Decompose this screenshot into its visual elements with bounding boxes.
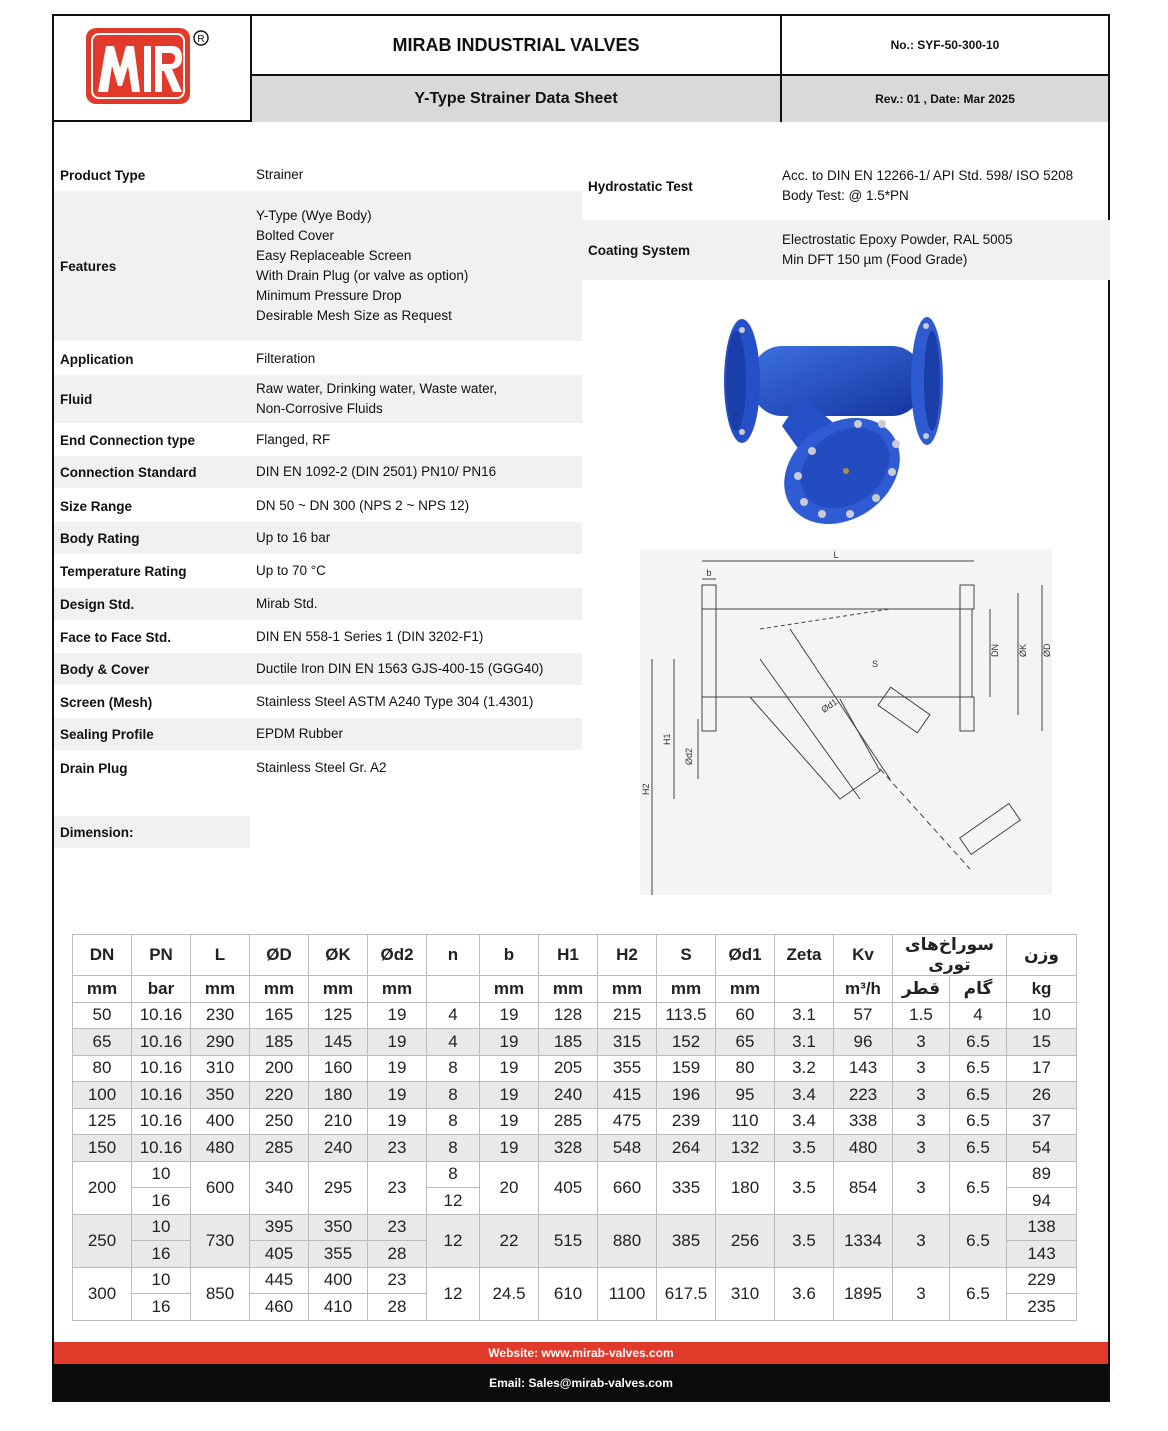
table-cell: 20 xyxy=(480,1161,539,1214)
table-cell: 410 xyxy=(309,1294,368,1321)
table-cell: 240 xyxy=(539,1082,598,1109)
table-cell: 10.16 xyxy=(132,1082,191,1109)
unit-row xyxy=(73,976,1077,1003)
table-cell: 660 xyxy=(598,1161,657,1214)
spec-key: Coating System xyxy=(588,242,691,258)
table-cell: 6.5 xyxy=(950,1135,1007,1162)
table-cell: 460 xyxy=(250,1294,309,1321)
col-dn: DN xyxy=(73,935,132,976)
table-cell: 19 xyxy=(480,1135,539,1162)
feature-line: With Drain Plug (or valve as option) xyxy=(256,268,469,283)
table-cell: 19 xyxy=(480,1055,539,1082)
spec-key: Application xyxy=(60,351,134,367)
table-cell: 730 xyxy=(191,1214,250,1267)
table-cell: 10.16 xyxy=(132,1029,191,1056)
table-cell: 54 xyxy=(1007,1135,1077,1162)
table-cell: 250 xyxy=(73,1214,132,1267)
table-cell: 19 xyxy=(480,1002,539,1029)
spec-value: DIN EN 1092-2 (DIN 2501) PN10/ PN16 xyxy=(256,464,497,479)
table-cell: 180 xyxy=(716,1161,775,1214)
col-zeta: Zeta xyxy=(775,935,834,976)
spec-screen-mesh xyxy=(54,686,582,718)
table-cell: 240 xyxy=(309,1135,368,1162)
table-row xyxy=(73,1082,1077,1109)
spec-value: DN 50 ~ DN 300 (NPS 2 ~ NPS 12) xyxy=(256,498,470,513)
table-cell: 132 xyxy=(716,1135,775,1162)
table-cell: 215 xyxy=(598,1002,657,1029)
spec-coating-system xyxy=(582,220,1110,280)
table-cell: 250 xyxy=(250,1108,309,1135)
table-cell: 285 xyxy=(250,1135,309,1162)
table-cell: 335 xyxy=(657,1161,716,1214)
table-cell: 37 xyxy=(1007,1108,1077,1135)
table-cell: 10 xyxy=(132,1267,191,1294)
unit-cell: mm xyxy=(539,976,598,1003)
table-cell: 15 xyxy=(1007,1029,1077,1056)
col-weight: وزن xyxy=(1007,935,1077,976)
table-cell: 405 xyxy=(539,1161,598,1214)
table-cell: 23 xyxy=(368,1135,427,1162)
table-cell: 19 xyxy=(368,1029,427,1056)
table-cell: 3 xyxy=(893,1082,950,1109)
table-cell: 3 xyxy=(893,1029,950,1056)
table-cell: 50 xyxy=(73,1002,132,1029)
table-cell: 19 xyxy=(368,1055,427,1082)
spec-value: DIN EN 558-1 Series 1 (DIN 3202-F1) xyxy=(256,629,484,644)
label-K: ØK xyxy=(1018,643,1028,657)
label-D: ØD xyxy=(1042,643,1052,657)
spec-end-connection xyxy=(54,424,582,456)
table-cell: 10 xyxy=(132,1161,191,1188)
table-row xyxy=(73,1214,1077,1241)
table-cell: 229 xyxy=(1007,1267,1077,1294)
feature-line: Minimum Pressure Drop xyxy=(256,288,402,303)
col-s: S xyxy=(657,935,716,976)
table-cell: 125 xyxy=(73,1108,132,1135)
spec-key: Body & Cover xyxy=(60,661,150,677)
table-cell: 205 xyxy=(539,1055,598,1082)
table-cell: 3.4 xyxy=(775,1082,834,1109)
strainer-photo xyxy=(712,306,962,526)
table-cell: 256 xyxy=(716,1214,775,1267)
spec-key: Product Type xyxy=(60,167,146,183)
col-mesh-holes: سوراخ‌های توری xyxy=(893,935,1007,976)
spec-value: EPDM Rubber xyxy=(256,726,344,741)
fluid-line: Raw water, Drinking water, Waste water, xyxy=(256,381,498,396)
spec-key: Connection Standard xyxy=(60,464,197,480)
table-cell: 264 xyxy=(657,1135,716,1162)
table-cell: 113.5 xyxy=(657,1002,716,1029)
table-cell: 160 xyxy=(309,1055,368,1082)
table-cell: 6.5 xyxy=(950,1161,1007,1214)
footer-website[interactable]: Website: www.mirab-valves.com xyxy=(54,1342,1108,1364)
table-cell: 210 xyxy=(309,1108,368,1135)
table-cell: 3.1 xyxy=(775,1029,834,1056)
table-cell: 223 xyxy=(834,1082,893,1109)
table-cell: 10.16 xyxy=(132,1055,191,1082)
table-cell: 6.5 xyxy=(950,1029,1007,1056)
table-cell: 23 xyxy=(368,1214,427,1241)
table-cell: 6.5 xyxy=(950,1108,1007,1135)
table-cell: 3.2 xyxy=(775,1055,834,1082)
col-k: ØK xyxy=(309,935,368,976)
table-cell: 3 xyxy=(893,1161,950,1214)
table-cell: 3.5 xyxy=(775,1135,834,1162)
spec-value xyxy=(778,230,1110,270)
unit-cell: mm xyxy=(657,976,716,1003)
spec-key: Temperature Rating xyxy=(60,563,187,579)
unit-cell: bar xyxy=(132,976,191,1003)
table-cell: 10 xyxy=(132,1214,191,1241)
table-cell: 145 xyxy=(309,1029,368,1056)
table-cell: 26 xyxy=(1007,1082,1077,1109)
table-cell: 12 xyxy=(427,1267,480,1320)
spec-application xyxy=(54,343,582,375)
table-row xyxy=(73,1161,1077,1188)
table-cell: 548 xyxy=(598,1135,657,1162)
table-cell: 12 xyxy=(427,1188,480,1215)
spec-body-cover xyxy=(54,653,582,685)
table-cell: 3.6 xyxy=(775,1267,834,1320)
table-cell: 400 xyxy=(309,1267,368,1294)
spec-key: End Connection type xyxy=(60,432,195,448)
spec-key: Screen (Mesh) xyxy=(60,694,153,710)
label-L: L xyxy=(833,550,839,560)
table-cell: 19 xyxy=(480,1082,539,1109)
table-cell: 600 xyxy=(191,1161,250,1214)
table-cell: 3.4 xyxy=(775,1108,834,1135)
table-cell: 6.5 xyxy=(950,1267,1007,1320)
svg-text:R: R xyxy=(197,34,205,45)
table-cell: 6.5 xyxy=(950,1214,1007,1267)
table-cell: 196 xyxy=(657,1082,716,1109)
table-cell: 239 xyxy=(657,1108,716,1135)
fluid-line: Non-Corrosive Fluids xyxy=(256,401,383,416)
table-row xyxy=(73,1055,1077,1082)
spec-temperature-rating xyxy=(54,555,582,587)
table-body xyxy=(73,1002,1077,1320)
table-cell: 350 xyxy=(191,1082,250,1109)
table-cell: 230 xyxy=(191,1002,250,1029)
table-cell: 3.5 xyxy=(775,1214,834,1267)
table-cell: 290 xyxy=(191,1029,250,1056)
spec-key: Size Range xyxy=(60,498,133,514)
table-cell: 8 xyxy=(427,1135,480,1162)
table-cell: 128 xyxy=(539,1002,598,1029)
table-cell: 295 xyxy=(309,1161,368,1214)
table-cell: 57 xyxy=(834,1002,893,1029)
table-row xyxy=(73,1002,1077,1029)
table-cell: 3 xyxy=(893,1135,950,1162)
table-cell: 3 xyxy=(893,1214,950,1267)
spec-key: Body Rating xyxy=(60,530,140,546)
table-cell: 340 xyxy=(250,1161,309,1214)
table-cell: 3 xyxy=(893,1055,950,1082)
mirab-logo xyxy=(54,16,252,122)
table-cell: 16 xyxy=(132,1188,191,1215)
unit-cell: گام xyxy=(950,976,1007,1003)
table-cell: 65 xyxy=(716,1029,775,1056)
table-cell: 1895 xyxy=(834,1267,893,1320)
table-cell: 445 xyxy=(250,1267,309,1294)
col-h1: H1 xyxy=(539,935,598,976)
spec-body-rating xyxy=(54,522,582,554)
unit-cell: mm xyxy=(716,976,775,1003)
table-cell: 310 xyxy=(716,1267,775,1320)
header xyxy=(54,16,1108,122)
spec-key: Features xyxy=(60,258,117,274)
document-number: No.: SYF-50-300-10 xyxy=(782,16,1108,76)
spec-key: Drain Plug xyxy=(60,760,128,776)
table-cell: 480 xyxy=(191,1135,250,1162)
spec-fluid xyxy=(54,375,582,423)
table-cell: 80 xyxy=(73,1055,132,1082)
table-cell: 6.5 xyxy=(950,1055,1007,1082)
spec-size-range xyxy=(54,490,582,522)
table-cell: 200 xyxy=(250,1055,309,1082)
spec-key: Design Std. xyxy=(60,596,135,612)
col-pn: PN xyxy=(132,935,191,976)
table-cell: 89 xyxy=(1007,1161,1077,1188)
unit-cell: mm xyxy=(368,976,427,1003)
table-cell: 10.16 xyxy=(132,1108,191,1135)
spec-key: Hydrostatic Test xyxy=(588,178,693,194)
table-cell: 315 xyxy=(598,1029,657,1056)
table-cell: 22 xyxy=(480,1214,539,1267)
table-cell: 152 xyxy=(657,1029,716,1056)
table-row xyxy=(73,1135,1077,1162)
table-cell: 415 xyxy=(598,1082,657,1109)
table-cell: 185 xyxy=(250,1029,309,1056)
col-n: n xyxy=(427,935,480,976)
label-d2: Ød2 xyxy=(684,747,694,765)
spec-design-std xyxy=(54,588,582,620)
spec-value: Stainless Steel ASTM A240 Type 304 (1.4301) xyxy=(256,694,534,709)
table-cell: 96 xyxy=(834,1029,893,1056)
table-cell: 338 xyxy=(834,1108,893,1135)
table-cell: 16 xyxy=(132,1294,191,1321)
table-cell: 854 xyxy=(834,1161,893,1214)
table-cell: 300 xyxy=(73,1267,132,1320)
data-sheet xyxy=(52,14,1110,1402)
table-cell: 125 xyxy=(309,1002,368,1029)
table-cell: 165 xyxy=(250,1002,309,1029)
unit-cell: mm xyxy=(309,976,368,1003)
table-cell: 6.5 xyxy=(950,1082,1007,1109)
table-cell: 850 xyxy=(191,1267,250,1320)
table-cell: 3 xyxy=(893,1267,950,1320)
hydro-line: Acc. to DIN EN 12266-1/ API Std. 598/ ISO 5208 xyxy=(782,168,1074,183)
table-cell: 1.5 xyxy=(893,1002,950,1029)
spec-sealing-profile xyxy=(54,718,582,750)
table-cell: 110 xyxy=(716,1108,775,1135)
table-cell: 1334 xyxy=(834,1214,893,1267)
table-cell: 80 xyxy=(716,1055,775,1082)
document-title: Y-Type Strainer Data Sheet xyxy=(252,76,782,122)
table-row xyxy=(73,1267,1077,1294)
table-cell: 23 xyxy=(368,1267,427,1294)
table-cell: 395 xyxy=(250,1214,309,1241)
label-H1: H1 xyxy=(662,733,672,745)
unit-cell: m³/h xyxy=(834,976,893,1003)
table-cell: 19 xyxy=(480,1029,539,1056)
spec-value: Up to 16 bar xyxy=(256,530,331,545)
label-DN: DN xyxy=(990,644,1000,657)
table-cell: 480 xyxy=(834,1135,893,1162)
table-cell: 60 xyxy=(716,1002,775,1029)
unit-cell: mm xyxy=(191,976,250,1003)
table-cell: 285 xyxy=(539,1108,598,1135)
table-cell: 3.1 xyxy=(775,1002,834,1029)
table-cell: 475 xyxy=(598,1108,657,1135)
spec-value: Filteration xyxy=(256,351,316,366)
col-l: L xyxy=(191,935,250,976)
table-cell: 400 xyxy=(191,1108,250,1135)
table-cell: 28 xyxy=(368,1241,427,1268)
table-cell: 515 xyxy=(539,1214,598,1267)
table-cell: 355 xyxy=(598,1055,657,1082)
table-cell: 95 xyxy=(716,1082,775,1109)
spec-drain-plug xyxy=(54,752,582,784)
table-cell: 4 xyxy=(950,1002,1007,1029)
col-b: b xyxy=(480,935,539,976)
spec-key: Face to Face Std. xyxy=(60,629,172,645)
company-name: MIRAB INDUSTRIAL VALVES xyxy=(252,16,782,76)
table-cell: 143 xyxy=(1007,1241,1077,1268)
table-cell: 28 xyxy=(368,1294,427,1321)
unit-cell xyxy=(427,976,480,1003)
feature-line: Bolted Cover xyxy=(256,228,335,243)
spec-product-type xyxy=(54,159,582,191)
footer-email[interactable]: Email: Sales@mirab-valves.com xyxy=(54,1364,1108,1402)
spec-value xyxy=(250,379,582,419)
spec-hydrostatic-test xyxy=(582,152,1110,220)
table-cell: 150 xyxy=(73,1135,132,1162)
table-cell: 24.5 xyxy=(480,1267,539,1320)
dimension-label: Dimension: xyxy=(54,816,250,848)
table-cell: 4 xyxy=(427,1002,480,1029)
spec-value: Mirab Std. xyxy=(256,596,318,611)
table-row xyxy=(73,1108,1077,1135)
table-cell: 8 xyxy=(427,1082,480,1109)
label-b: b xyxy=(706,568,712,578)
table-cell: 16 xyxy=(132,1241,191,1268)
unit-cell: mm xyxy=(73,976,132,1003)
table-cell: 159 xyxy=(657,1055,716,1082)
dimension-drawing xyxy=(640,549,1052,895)
table-cell: 200 xyxy=(73,1161,132,1214)
table-cell: 880 xyxy=(598,1214,657,1267)
unit-cell: قطر xyxy=(893,976,950,1003)
table-cell: 610 xyxy=(539,1267,598,1320)
table-cell: 100 xyxy=(73,1082,132,1109)
label-H2: H2 xyxy=(641,783,651,795)
table-cell: 1100 xyxy=(598,1267,657,1320)
table-cell: 10.16 xyxy=(132,1135,191,1162)
table-cell: 3.5 xyxy=(775,1161,834,1214)
feature-line: Desirable Mesh Size as Request xyxy=(256,308,452,323)
coating-line: Min DFT 150 µm (Food Grade) xyxy=(782,252,968,267)
logo-cell xyxy=(54,16,252,122)
table-cell: 19 xyxy=(480,1108,539,1135)
feature-line: Y-Type (Wye Body) xyxy=(256,208,372,223)
spec-value xyxy=(778,166,1110,206)
table-cell: 310 xyxy=(191,1055,250,1082)
spec-features xyxy=(54,191,582,341)
coating-line: Electrostatic Epoxy Powder, RAL 5005 xyxy=(782,232,1013,247)
label-d1: Ød1 xyxy=(819,696,840,715)
col-d1: Ød1 xyxy=(716,935,775,976)
table-cell: 10.16 xyxy=(132,1002,191,1029)
table-cell: 8 xyxy=(427,1108,480,1135)
table-row xyxy=(73,1029,1077,1056)
spec-value: Stainless Steel Gr. A2 xyxy=(256,760,387,775)
unit-cell: kg xyxy=(1007,976,1077,1003)
unit-cell xyxy=(775,976,834,1003)
table-cell: 10 xyxy=(1007,1002,1077,1029)
revision-date: Rev.: 01 , Date: Mar 2025 xyxy=(782,76,1108,122)
table-cell: 19 xyxy=(368,1082,427,1109)
spec-value: Strainer xyxy=(256,167,304,182)
table-cell: 355 xyxy=(309,1241,368,1268)
table-cell: 19 xyxy=(368,1108,427,1135)
table-cell: 143 xyxy=(834,1055,893,1082)
table-cell: 185 xyxy=(539,1029,598,1056)
table-cell: 138 xyxy=(1007,1214,1077,1241)
table-cell: 328 xyxy=(539,1135,598,1162)
spec-key: Fluid xyxy=(60,391,93,407)
table-cell: 385 xyxy=(657,1214,716,1267)
table-cell: 19 xyxy=(368,1002,427,1029)
feature-line: Easy Replaceable Screen xyxy=(256,248,412,263)
col-d: ØD xyxy=(250,935,309,976)
unit-cell: mm xyxy=(480,976,539,1003)
unit-cell: mm xyxy=(598,976,657,1003)
table-cell: 12 xyxy=(427,1214,480,1267)
table-cell: 617.5 xyxy=(657,1267,716,1320)
dimension-table xyxy=(72,934,1077,1321)
spec-connection-standard xyxy=(54,456,582,488)
spec-value: Ductile Iron DIN EN 1563 GJS-400-15 (GGG40) xyxy=(256,661,544,676)
col-h2: H2 xyxy=(598,935,657,976)
table-cell: 180 xyxy=(309,1082,368,1109)
table-cell: 3 xyxy=(893,1108,950,1135)
spec-value xyxy=(250,206,582,326)
spec-value: Flanged, RF xyxy=(256,432,331,447)
unit-cell: mm xyxy=(250,976,309,1003)
table-cell: 4 xyxy=(427,1029,480,1056)
table-cell: 65 xyxy=(73,1029,132,1056)
label-S: S xyxy=(872,659,879,669)
table-cell: 17 xyxy=(1007,1055,1077,1082)
col-d2: Ød2 xyxy=(368,935,427,976)
table-cell: 94 xyxy=(1007,1188,1077,1215)
hydro-line: Body Test: @ 1.5*PN xyxy=(782,188,909,203)
spec-face-to-face xyxy=(54,621,582,653)
table-cell: 350 xyxy=(309,1214,368,1241)
spec-key: Sealing Profile xyxy=(60,726,154,742)
table-cell: 8 xyxy=(427,1055,480,1082)
table-cell: 8 xyxy=(427,1161,480,1188)
spec-value: Up to 70 °C xyxy=(256,563,326,578)
table-cell: 220 xyxy=(250,1082,309,1109)
col-kv: Kv xyxy=(834,935,893,976)
table-cell: 23 xyxy=(368,1161,427,1214)
table-cell: 235 xyxy=(1007,1294,1077,1321)
table-cell: 405 xyxy=(250,1241,309,1268)
